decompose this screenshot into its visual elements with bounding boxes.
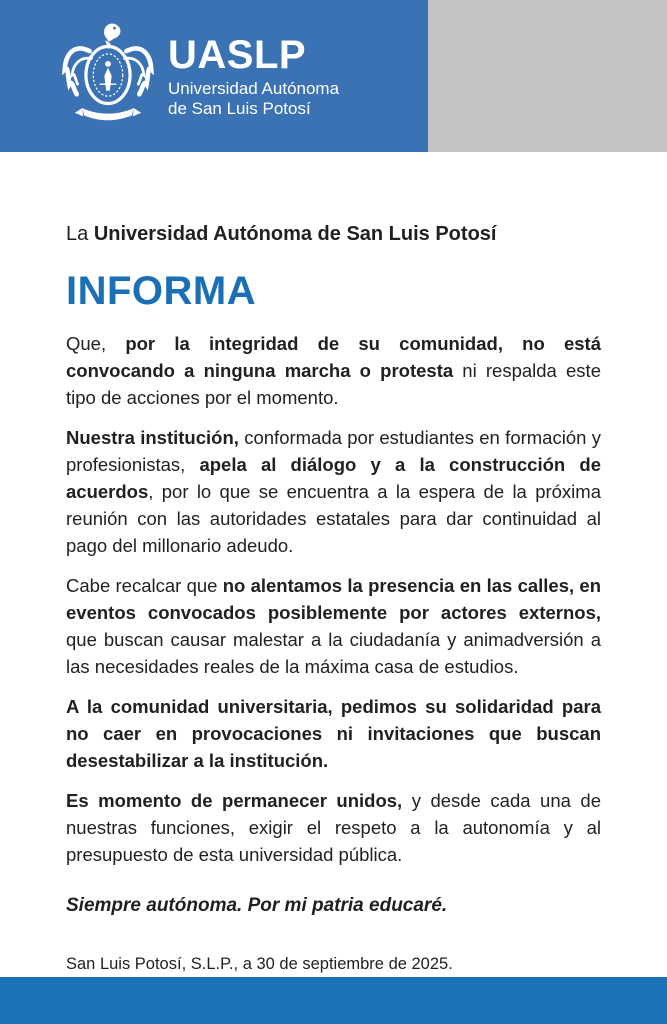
uaslp-acronym: UASLP bbox=[168, 32, 307, 77]
dateline: San Luis Potosí, S.L.P., a 30 de septiembre de 2025. bbox=[66, 955, 453, 973]
header-gray-band bbox=[428, 0, 667, 152]
body-paragraph-4: A la comunidad universitaria, pedimos su solidaridad para no caer en provocaciones ni invitaciones que buscan desestabilizar a la institución. bbox=[66, 696, 601, 771]
body-paragraph-3: Cabe recalcar que no alentamos la presencia en las calles, en eventos convocados posiblemente por actores externos, que buscan causar malestar a la ciudadanía y animadversión a las necesidades reales de la máxima casa de estudios. bbox=[66, 575, 602, 677]
footer-blue-band bbox=[0, 977, 667, 1024]
body-paragraph-5: Es momento de permanecer unidos, y desde cada una de nuestras funciones, exigir el respeto a la autonomía y al presupuesto de esta universidad pública. bbox=[66, 790, 601, 865]
university-name-line2: de San Luis Potosí bbox=[168, 98, 311, 118]
university-motto: Siempre autónoma. Por mi patria educaré. bbox=[66, 895, 448, 916]
header bbox=[0, 0, 667, 152]
headline-informa: INFORMA bbox=[66, 269, 257, 313]
intro-line: La Universidad Autónoma de San Luis Potosí bbox=[66, 223, 497, 245]
announcement-body bbox=[0, 152, 667, 974]
header-blue-band bbox=[0, 0, 428, 152]
university-name-line1: Universidad Autónoma bbox=[168, 78, 340, 98]
uaslp-crest-icon bbox=[62, 18, 154, 137]
body-paragraph-1: Que, por la integridad de su comunidad, no está convocando a ninguna marcha o protesta ni respalda este tipo de acciones por el momento. bbox=[66, 333, 601, 408]
body-paragraph-2: Nuestra institución, conformada por estudiantes en formación y profesionistas, apela al diálogo y a la construcción de acuerdos, por lo que se encuentra a la espera de la próxima reunión con las autoridades estatales para dar continuidad al pago del millonario adeudo. bbox=[66, 427, 601, 556]
uaslp-wordmark bbox=[168, 34, 339, 119]
